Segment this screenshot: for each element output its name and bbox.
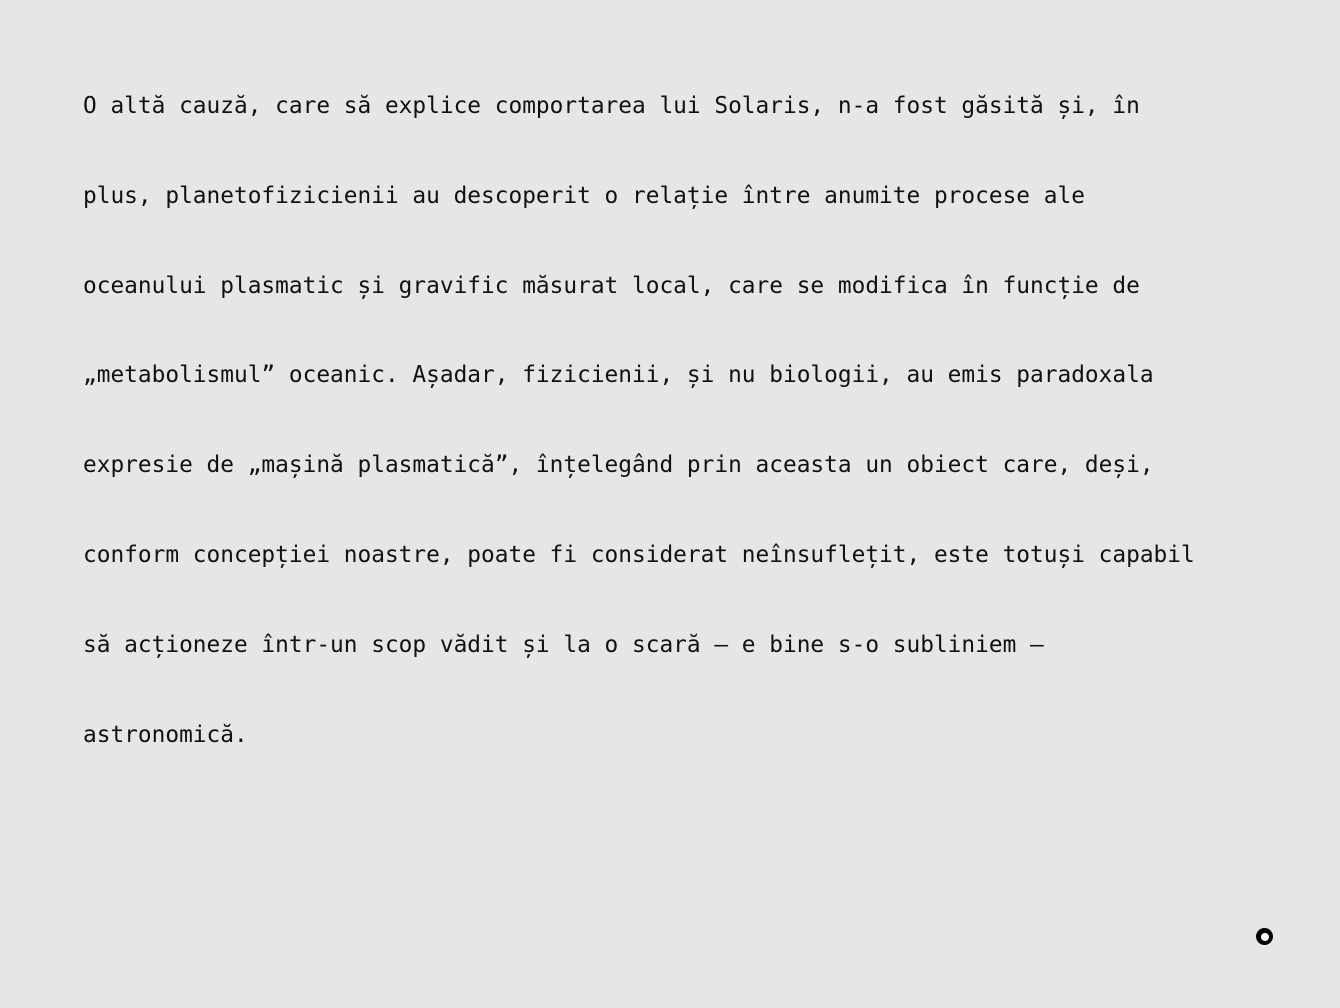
paragraph: [83, 90, 1283, 808]
paragraph-line-3: oceanului plasmatic și gravific măsurat local, care se modifica în funcție de: [83, 272, 1140, 299]
paragraph-line-6: conform concepției noastre, poate fi considerat neînsuflețit, este totuși capabil: [83, 541, 1195, 568]
paragraph-line-8: astronomică.: [83, 721, 248, 748]
paragraph-line-2: plus, planetofizicienii au descoperit o relație între anumite procese ale: [83, 182, 1085, 209]
paragraph-line-1: O altă cauză, care să explice comportarea lui Solaris, n-a fost găsită și, în: [83, 93, 1140, 119]
paragraph-line-7: să acționeze într-un scop vădit și la o scară — e bine s-o subliniem —: [83, 631, 1044, 658]
record-button-center: [1261, 933, 1269, 941]
paragraph-line-4: „metabolismul” oceanic. Așadar, fizicienii, și nu biologii, au emis paradoxala: [83, 362, 1154, 389]
record-button-icon[interactable]: [1256, 928, 1273, 945]
paragraph-line-5: expresie de „mașină plasmatică”, înțelegând prin aceasta un obiect care, deși,: [83, 452, 1154, 479]
